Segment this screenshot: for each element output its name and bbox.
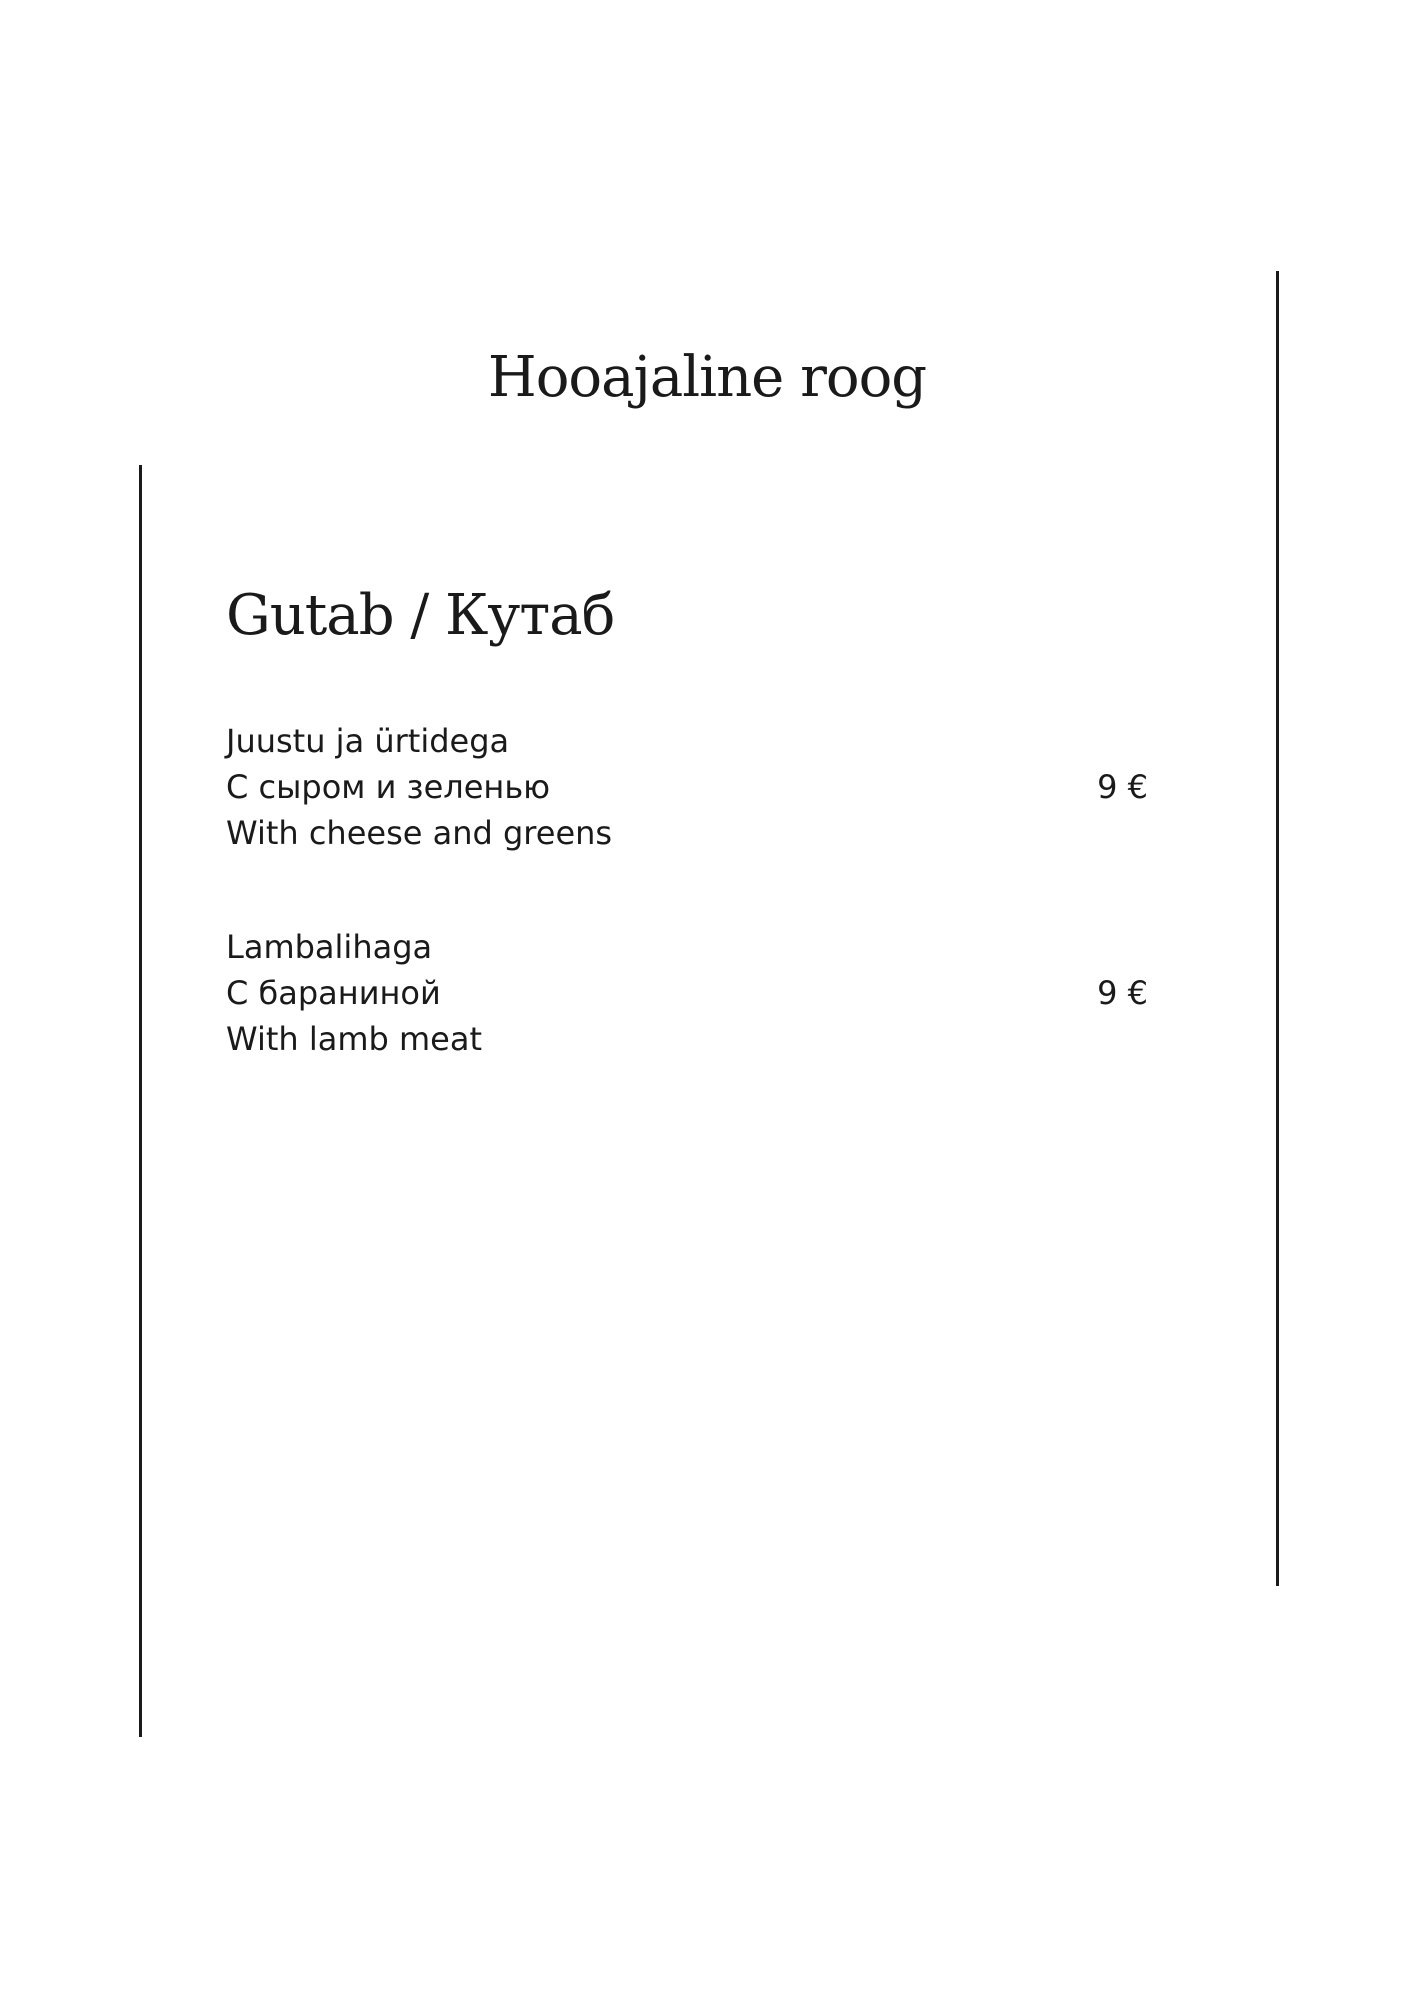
item-names [226, 924, 1148, 1062]
item-name-russian: С сыром и зеленью [226, 768, 551, 806]
item-price: 9 € [1097, 974, 1148, 1012]
item-name-russian: С бараниной [226, 974, 441, 1012]
left-vertical-rule [139, 465, 142, 1737]
item-name-estonian: Lambalihaga [226, 928, 433, 966]
menu-item-cheese-greens [226, 718, 1148, 856]
item-names [226, 718, 1148, 856]
menu-item-lamb [226, 924, 1148, 1062]
item-name-estonian: Juustu ja ürtidega [226, 722, 510, 760]
right-vertical-rule [1276, 271, 1279, 1586]
section-title: Gutab / Кутаб [226, 583, 615, 648]
item-price: 9 € [1097, 768, 1148, 806]
item-name-english: With cheese and greens [226, 814, 613, 852]
item-name-english: With lamb meat [226, 1020, 482, 1058]
page-title: Hooajaline roog [487, 345, 927, 410]
